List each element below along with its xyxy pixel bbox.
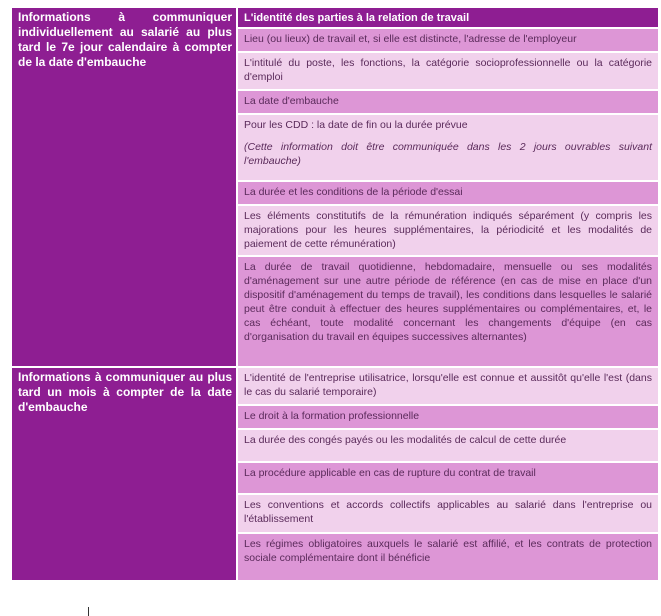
row-text: Les conventions et accords collectifs applicables au salarié dans l'entreprise ou l'établissement [244, 499, 652, 525]
row-text: Les éléments constitutifs de la rémunération indiqués séparément (y compris les majorations pour les heures supplémentaires, la périodicité et les modalités de paiement de cette rémunération) [244, 210, 652, 250]
row-text: L'identité de l'entreprise utilisatrice, lorsqu'elle est connue et aussitôt qu'elle l'est (dans le cas du salarié temporaire) [244, 372, 652, 398]
table-row [238, 463, 658, 495]
group-heading: Informations à communiquer individuellement au salarié au plus tard le 7e jour calendaire à compter de la date d'embauche [12, 8, 238, 366]
table-row [238, 206, 658, 257]
row-text: Lieu (ou lieux) de travail et, si elle est distincte, l'adresse de l'employeur [244, 33, 577, 45]
info-table [12, 8, 658, 582]
group-items [238, 8, 658, 366]
group-heading: Informations à communiquer au plus tard un mois à compter de la date d'embauche [12, 368, 238, 580]
table-row [238, 8, 658, 29]
table-row [238, 495, 658, 534]
table-row [238, 91, 658, 115]
row-text: La durée des congés payés ou les modalités de calcul de cette durée [244, 434, 567, 446]
page-marker [88, 607, 89, 616]
row-text: Le droit à la formation professionnelle [244, 410, 420, 422]
table-row [238, 257, 658, 366]
row-text: L'intitulé du poste, les fonctions, la catégorie socioprofessionnelle ou la catégorie d'emploi [244, 57, 652, 83]
table-row [238, 368, 658, 406]
group-items [238, 368, 658, 580]
table-row [238, 29, 658, 53]
table-row [238, 406, 658, 430]
table-row [238, 115, 658, 182]
table-row [238, 182, 658, 206]
row-text: La durée et les conditions de la période d'essai [244, 186, 463, 198]
row-text: La procédure applicable en cas de rupture du contrat de travail [244, 467, 536, 479]
row-text: Les régimes obligatoires auxquels le salarié est affilié, et les contrats de protection sociale complémentaire dont il bénéficie [244, 538, 652, 564]
group-one-month [12, 368, 658, 582]
row-text: L'identité des parties à la relation de travail [244, 12, 470, 24]
row-text: Pour les CDD : la date de fin ou la durée prévue [244, 119, 468, 131]
row-note: (Cette information doit être communiquée dans les 2 jours ouvrables suivant l'embauche) [244, 141, 652, 167]
row-text: La durée de travail quotidienne, hebdomadaire, mensuelle ou ses modalités d'aménagement sur une autre période de référence (en cas de mise en place d'un dispositif d'aménagement du temps de travail), les conditions dans lesquelles le salarié peut être conduit à effectuer des heures supplémentaires ou complémentaires, et, le cas échéant, toute modalité concernant les changements d'équipe (en cas d'organisation du travail en équipes successives alternantes) [244, 261, 652, 343]
table-row [238, 430, 658, 463]
group-7-days [12, 8, 658, 368]
table-row [238, 53, 658, 91]
table-row [238, 534, 658, 580]
row-text: La date d'embauche [244, 95, 339, 107]
